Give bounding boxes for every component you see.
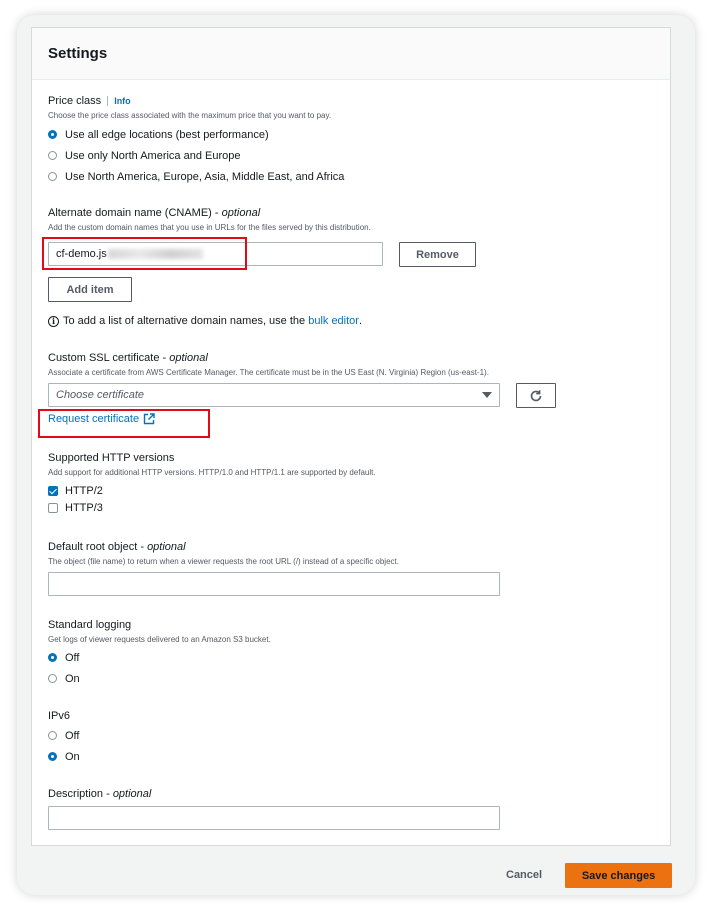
caret-down-icon [482, 392, 492, 398]
description-label: Description [48, 788, 104, 800]
cname-description: Add the custom domain names that you use in URLs for the files served by this distribution. [48, 223, 371, 232]
radio-label: On [65, 672, 80, 685]
description-section: Description - optional [48, 788, 152, 800]
cancel-button[interactable]: Cancel [506, 869, 543, 881]
price-class-label: Price class [48, 95, 102, 107]
panel-header [32, 28, 670, 80]
radio-ipv6-off[interactable] [48, 725, 648, 746]
panel-title: Settings [48, 45, 108, 62]
request-certificate-label[interactable]: Request certificate [48, 413, 140, 425]
bulk-editor-hint [48, 315, 362, 327]
optional-tag: optional [147, 541, 186, 553]
highlight-box [38, 409, 210, 438]
cname-section: Alternate domain name (CNAME) - optional Add the custom domain names that you use in URLs for the files served by this distribution. [48, 206, 648, 234]
radio-price-all[interactable] [48, 124, 648, 145]
root-object-section: Default root object - optional The object (file name) to return when a viewer requests the root URL (/) instead of a specific object. [48, 540, 648, 568]
info-icon: i [48, 316, 59, 327]
price-class-description: Choose the price class associated with the maximum price that you want to pay. [48, 111, 332, 120]
radio-button[interactable] [48, 653, 57, 662]
radio-label: Off [65, 729, 80, 742]
http-versions-description: Add support for additional HTTP versions. HTTP/1.0 and HTTP/1.1 are supported by default. [48, 468, 376, 477]
root-object-description: The object (file name) to return when a viewer requests the root URL (/) instead of a specific object. [48, 557, 399, 566]
radio-button[interactable] [48, 172, 57, 181]
checkbox-label: HTTP/2 [65, 484, 103, 497]
checkbox-http2[interactable] [48, 482, 648, 499]
radio-button[interactable] [48, 151, 57, 160]
optional-tag: optional [169, 352, 208, 364]
radio-label: Use North America, Europe, Asia, Middle East, and Africa [65, 170, 345, 183]
radio-ipv6-on[interactable] [48, 746, 648, 767]
highlight-box [42, 237, 247, 270]
ipv6-section [48, 709, 648, 767]
radio-price-na-eu[interactable] [48, 145, 648, 166]
checkbox-label: HTTP/3 [65, 501, 103, 514]
certificate-select[interactable] [48, 383, 500, 407]
settings-panel [31, 27, 671, 846]
radio-button[interactable] [48, 752, 57, 761]
checkbox[interactable] [48, 503, 58, 513]
checkbox-http3[interactable] [48, 499, 648, 516]
radio-price-na-eu-asia[interactable] [48, 166, 648, 187]
http-versions-section [48, 451, 648, 516]
remove-button[interactable]: Remove [399, 242, 476, 267]
checkbox[interactable] [48, 486, 58, 496]
radio-logging-off[interactable] [48, 647, 648, 668]
ssl-label: Custom SSL certificate [48, 352, 160, 364]
price-class-section [48, 94, 648, 187]
logging-description: Get logs of viewer requests delivered to an Amazon S3 bucket. [48, 635, 271, 644]
refresh-button[interactable] [516, 383, 556, 408]
bulk-editor-link[interactable]: bulk editor [308, 315, 359, 327]
description-input[interactable] [48, 806, 500, 830]
ssl-section: Custom SSL certificate - optional Associate a certificate from AWS Certificate Manager. The certificate must be in the US East (N. Virginia) Region (us-east-1). [48, 351, 648, 379]
add-item-button[interactable]: Add item [48, 277, 132, 302]
radio-button[interactable] [48, 674, 57, 683]
radio-logging-on[interactable] [48, 668, 648, 689]
logging-section [48, 618, 648, 689]
http-versions-label: Supported HTTP versions [48, 452, 175, 464]
refresh-icon [529, 389, 543, 403]
logging-label: Standard logging [48, 619, 132, 631]
radio-button[interactable] [48, 130, 57, 139]
radio-label: Use all edge locations (best performance) [65, 128, 269, 141]
radio-button[interactable] [48, 731, 57, 740]
cname-value: cf-demo.js [56, 248, 107, 260]
root-object-label: Default root object [48, 541, 138, 553]
cname-label: Alternate domain name (CNAME) [48, 207, 212, 219]
hint-text: To add a list of alternative domain names, use the [63, 315, 306, 327]
optional-tag: optional [112, 788, 152, 800]
optional-tag: optional [221, 207, 261, 219]
save-changes-button[interactable]: Save changes [565, 863, 672, 888]
radio-label: Off [65, 651, 80, 664]
radio-label: Use only North America and Europe [65, 149, 241, 162]
ssl-description: Associate a certificate from AWS Certificate Manager. The certificate must be in the US East (N. Virginia) Region (us-east-1). [48, 368, 489, 377]
price-class-info-link[interactable]: Info [107, 96, 131, 106]
radio-label: On [65, 750, 80, 763]
ipv6-label: IPv6 [48, 710, 71, 722]
certificate-placeholder: Choose certificate [56, 389, 145, 401]
root-object-input[interactable] [48, 572, 500, 596]
hint-suffix: . [358, 315, 363, 327]
